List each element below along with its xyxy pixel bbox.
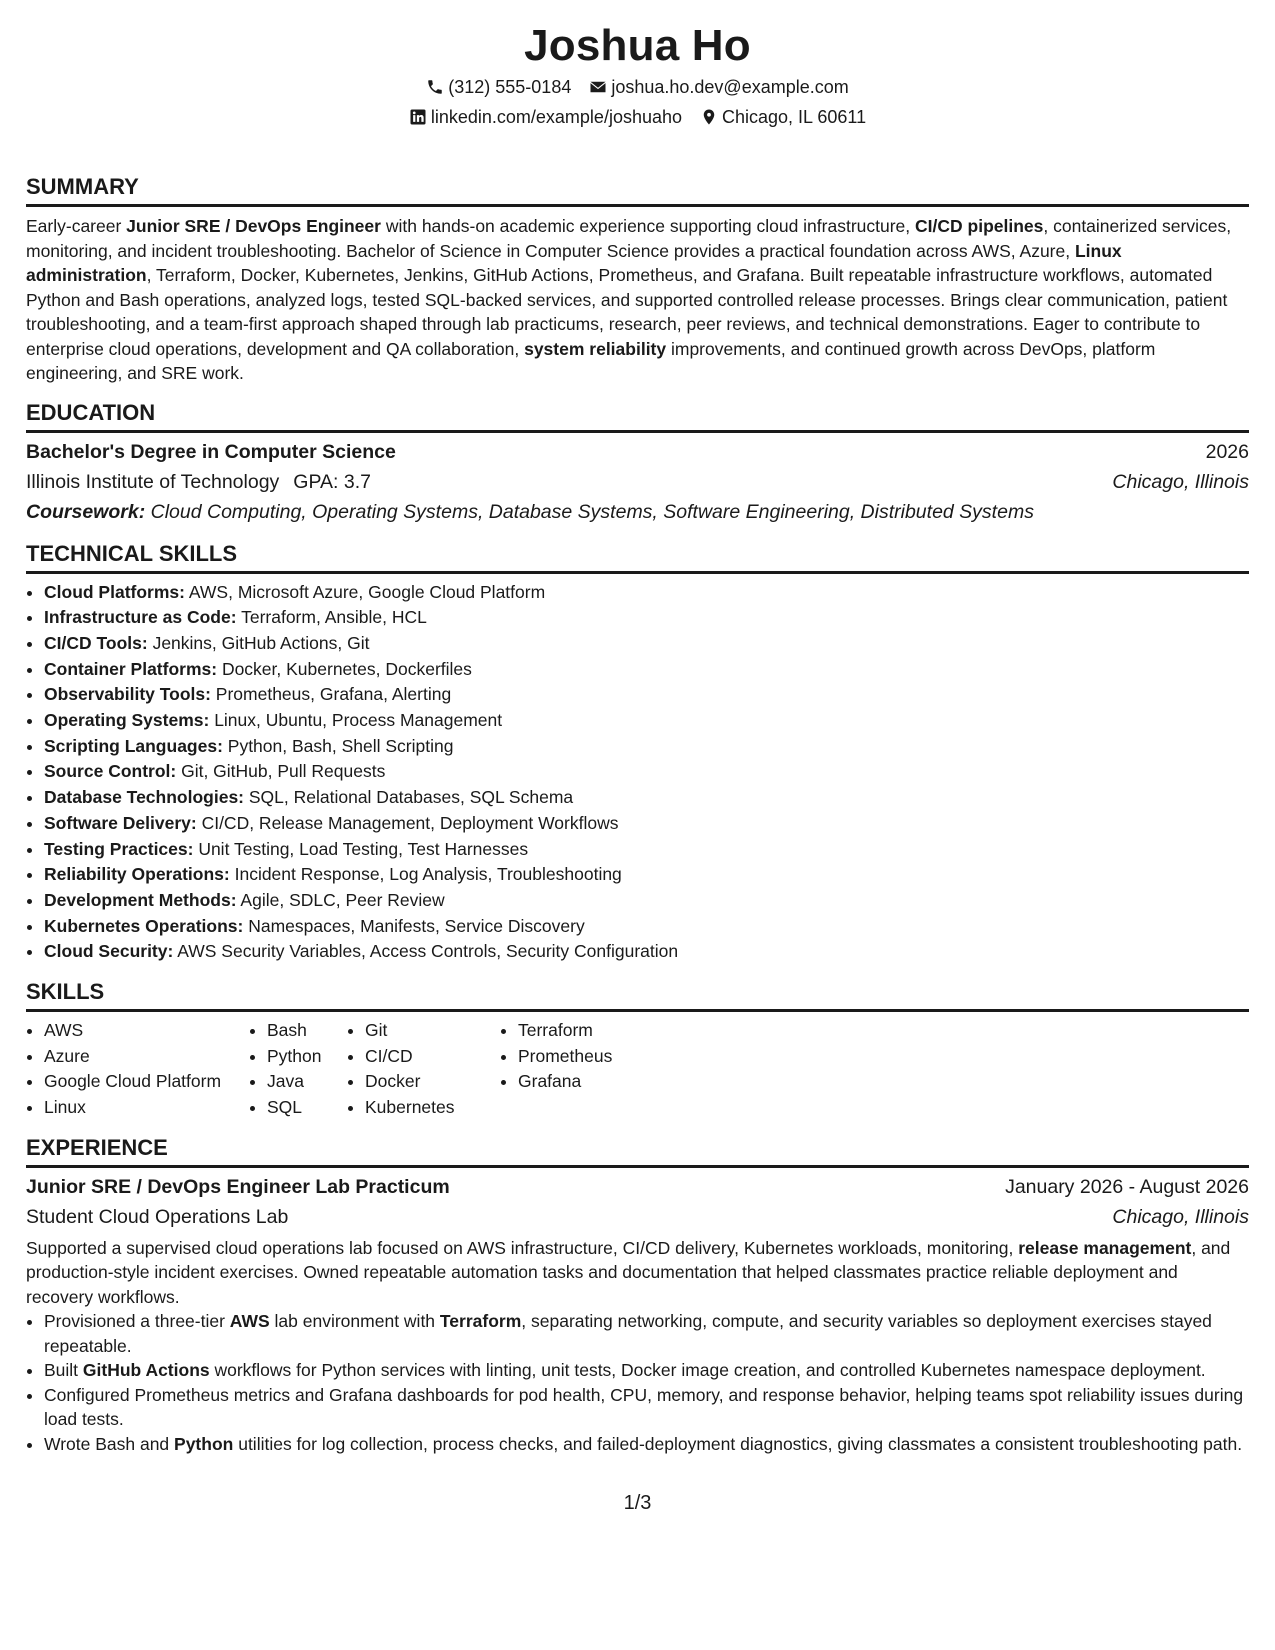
education-section [26,398,1249,527]
section-title-experience: EXPERIENCE [26,1133,1249,1168]
coursework-list: Cloud Computing, Operating Systems, Database Systems, Software Engineering, Distributed Systems [145,500,1034,523]
section-title-education: EDUCATION [26,398,1249,433]
summary-section [26,172,1249,386]
list-item [44,657,1249,683]
contact-line-2 [26,102,1249,132]
job-desc-text-2: , and production-style incident exercises. Owned repeatable automation tasks and documentation that helped classmates practice reliable deployment and recovery workflows. [26,1237,1231,1307]
location-contact [700,102,866,132]
job-desc-text-1: Supported a supervised cloud operations lab focused on AWS infrastructure, CI/CD delivery, Kubernetes workloads, monitoring, [26,1237,1019,1258]
skill-category: CI/CD Tools: [44,632,148,653]
linkedin-contact[interactable] [409,102,682,132]
bullet-bold: Terraform [439,1311,522,1332]
school-location: Chicago, Illinois [1112,470,1249,493]
job-organization: Student Cloud Operations Lab [26,1205,289,1228]
skills-column-2 [249,1018,347,1121]
skill-values: AWS, Microsoft Azure, Google Cloud Platform [184,581,546,602]
list-item: • Bash [267,1018,347,1044]
bullet-bold: AWS [229,1311,270,1332]
summary-bold-reliability: system reliability [524,338,667,359]
skill-values: Unit Testing, Load Testing, Test Harnesses [193,838,529,859]
list-item: • Prometheus [518,1044,612,1070]
technical-skills-section [26,539,1249,966]
skill-values: Git, GitHub, Pull Requests [176,761,386,782]
skill-category: Database Technologies: [44,787,245,808]
skill-values: AWS Security Variables, Access Controls, Security Configuration [173,941,679,962]
skill-values: Linux, Ubuntu, Process Management [209,710,503,731]
coursework-label: Coursework: [26,500,146,523]
list-item [44,939,1249,965]
job-dates: January 2026 - August 2026 [1005,1175,1249,1198]
skill-category: Container Platforms: [44,658,218,679]
school-name: Illinois Institute of Technology [26,470,280,493]
phone-contact [426,72,571,102]
bullet-bold: Python [174,1433,234,1454]
list-item [44,1383,1249,1432]
skill-category: Scripting Languages: [44,735,223,756]
bullet-text: Built [44,1360,83,1381]
list-item [44,1358,1249,1383]
list-item: • Terraform [518,1018,612,1044]
list-item: • Docker [365,1069,500,1095]
skill-category: Infrastructure as Code: [44,607,237,628]
bullet-text: Provisioned a three-tier [44,1311,230,1332]
list-item: • CI/CD [365,1044,500,1070]
skill-category: Reliability Operations: [44,864,230,885]
email-link[interactable]: joshua.ho.dev@example.com [611,77,849,97]
section-title-summary: SUMMARY [26,172,1249,207]
list-item [44,708,1249,734]
bullet-text: Wrote Bash and [44,1433,175,1454]
skill-values: Namespaces, Manifests, Service Discovery [243,915,585,936]
summary-bold-linux: Linux administration [26,240,1122,285]
skills-column-4 [500,1018,612,1121]
resume-page [26,20,1249,1456]
summary-paragraph [26,214,1249,386]
linkedin-link[interactable]: linkedin.com/example/joshuaho [430,107,683,127]
technical-skills-list [26,580,1249,966]
coursework-line [26,497,1249,527]
job-description [26,1236,1249,1310]
skill-category: Cloud Platforms: [44,581,185,602]
contact-line-1 [26,72,1249,102]
section-title-technical-skills: TECHNICAL SKILLS [26,539,1249,574]
job-role: Junior SRE / DevOps Engineer Lab Practicum [26,1175,450,1198]
skills-column-1 [26,1018,249,1121]
list-item: • AWS [44,1018,249,1044]
summary-text-1: Early-career [26,216,127,236]
skill-category: Kubernetes Operations: [44,915,244,936]
summary-text-2: with hands-on academic experience supporting cloud infrastructure, [380,216,916,236]
list-item [44,580,1249,606]
bullet-bold: GitHub Actions [82,1360,210,1381]
list-item [44,785,1249,811]
education-degree-row [26,437,1249,467]
experience-section [26,1133,1249,1457]
list-item: • Grafana [518,1069,612,1095]
envelope-icon [589,78,607,96]
skill-category: Cloud Security: [44,941,174,962]
phone-text: (312) 555-0184 [448,77,572,97]
graduation-year: 2026 [1205,440,1249,463]
degree-title: Bachelor's Degree in Computer Science [26,440,396,463]
job-entry [26,1172,1249,1457]
skill-values: CI/CD, Release Management, Deployment Workflows [196,812,619,833]
job-title-row [26,1172,1249,1202]
list-item [44,631,1249,657]
list-item [44,888,1249,914]
list-item: • Google Cloud Platform [44,1069,249,1095]
job-org-row [26,1202,1249,1232]
skill-values: Docker, Kubernetes, Dockerfiles [217,658,472,679]
skill-values: Agile, SDLC, Peer Review [236,889,445,910]
skill-category: Source Control: [44,761,177,782]
skill-values: Terraform, Ansible, HCL [236,607,427,628]
bullet-text: lab environment with [269,1311,440,1332]
phone-icon [426,78,444,96]
linkedin-icon [409,108,427,126]
list-item [44,759,1249,785]
list-item [44,1432,1249,1457]
page-number: 1/3 [623,1492,652,1514]
list-item: • Git [365,1018,500,1044]
list-item: • Linux [44,1095,249,1121]
summary-text-3: , containerized services, monitoring, and incident troubleshooting. Bachelor of Science in Computer Science provides a practical foundation across AWS, Azure, [26,216,1232,261]
skill-category: Operating Systems: [44,710,210,731]
summary-text-5: improvements, and continued growth across DevOps, platform engineering, and SRE work. [26,338,1156,383]
bullet-text: workflows for Python services with linting, unit tests, Docker image creation, and controlled Kubernetes namespace deployment. [209,1360,1206,1381]
skill-values: Jenkins, GitHub Actions, Git [147,632,370,653]
bullet-text: , separating networking, compute, and security variables so deployment exercises stayed repeatable. [44,1311,1212,1356]
skill-category: Testing Practices: [44,838,194,859]
job-desc-bold: release management [1018,1237,1192,1258]
skill-category: Software Delivery: [44,812,197,833]
list-item: • Java [267,1069,347,1095]
list-item [44,682,1249,708]
skills-section [26,977,1249,1121]
section-title-skills: SKILLS [26,977,1249,1012]
list-item: • Python [267,1044,347,1070]
summary-bold-cicd: CI/CD pipelines [915,216,1044,236]
job-bullets [26,1309,1249,1456]
list-item [44,1309,1249,1358]
list-item [44,734,1249,760]
skill-category: Development Methods: [44,889,237,910]
gpa-value: GPA: 3.7 [293,470,371,493]
email-contact[interactable] [589,72,848,102]
map-pin-icon [700,108,718,126]
summary-bold-role: Junior SRE / DevOps Engineer [126,216,381,236]
skills-grid [26,1018,1249,1121]
summary-text-4: , Terraform, Docker, Kubernetes, Jenkins, GitHub Actions, Prometheus, and Grafana. Built repeatable infrastructure workflows, automated Python and Bash operations, analyzed logs, tested SQL-backed services, and supported controlled release processes. Brings clear communication, patient troubleshooting, and a team-first approach shaped through lab practicums, research, peer reviews, and technical demonstrations. Eager to contribute to enterprise cloud operations, development and QA collaboration, [26,265,1228,359]
skill-category: Observability Tools: [44,684,211,705]
list-item: • SQL [267,1095,347,1121]
candidate-name: Joshua Ho [524,21,751,70]
list-item [44,914,1249,940]
list-item: • Kubernetes [365,1095,500,1121]
skill-values: Python, Bash, Shell Scripting [222,735,454,756]
skill-values: SQL, Relational Databases, SQL Schema [244,787,574,808]
skill-values: Prometheus, Grafana, Alerting [210,684,452,705]
list-item [44,811,1249,837]
job-location: Chicago, Illinois [1112,1205,1249,1228]
list-item: • Azure [44,1044,249,1070]
bullet-text: utilities for log collection, process checks, and failed-deployment diagnostics, giving classmates a consistent troubleshooting path. [233,1433,1243,1454]
skill-values: Incident Response, Log Analysis, Troubleshooting [229,864,622,885]
list-item [44,837,1249,863]
location-text: Chicago, IL 60611 [722,107,867,127]
skills-column-3 [347,1018,500,1121]
list-item [44,862,1249,888]
list-item [44,605,1249,631]
education-school-row [26,467,1249,497]
bullet-text: Configured Prometheus metrics and Grafana dashboards for pod health, CPU, memory, and response behavior, helping teams spot reliability issues during load tests. [44,1384,1244,1430]
